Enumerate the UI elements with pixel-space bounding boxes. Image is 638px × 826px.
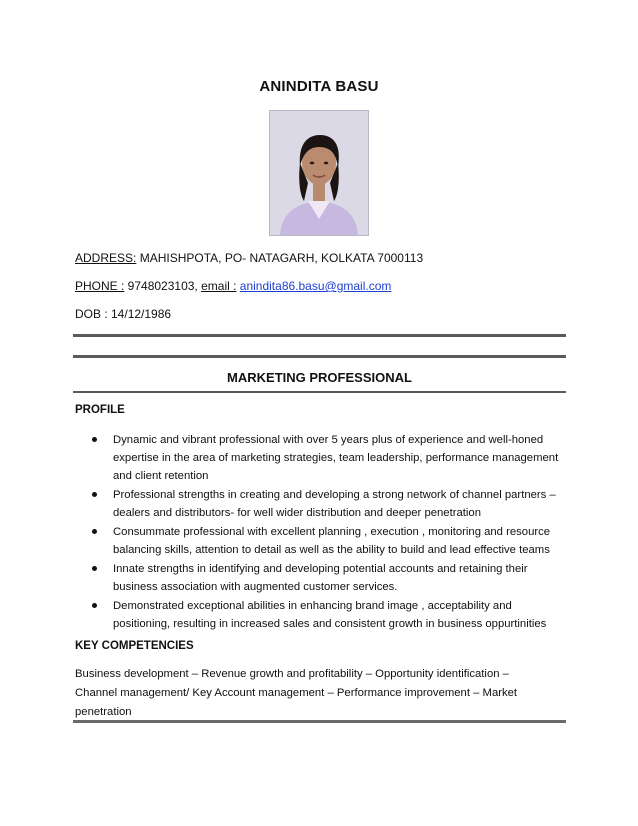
competencies-title: KEY COMPETENCIES [75,640,194,652]
phone-label: PHONE : [75,279,125,293]
list-item [75,597,570,633]
headline: MARKETING PROFESSIONAL [227,370,412,385]
divider-headline-top [73,355,566,358]
bullet-icon [92,566,97,571]
address-value: MAHISHPOTA, PO- NATAGARH, KOLKATA 7000113 [136,251,424,265]
profile-item-text: Dynamic and vibrant professional with over 5 years plus of experience and well-honed expertise in the area of marketing strategies, team leadership, performance management and client retention [113,434,559,482]
profile-item-text: Consummate professional with excellent planning , execution , monitoring and resource balancing skills, attention to detail as well as the ability to build and lead effective teams [113,526,551,556]
divider-bottom [73,720,566,723]
list-item [75,560,570,596]
address-label: ADDRESS: [75,251,137,265]
email-link[interactable]: anindita86.basu@gmail.com [239,279,392,293]
list-item [75,431,570,485]
bullet-icon [92,603,97,608]
profile-item-text: Professional strengths in creating and developing a strong network of channel partners – dealers and distributors- for well wider distribution and deeper penetration [113,489,556,519]
email-label: email : [201,279,237,293]
candidate-name: ANINDITA BASU [259,78,379,95]
address-line [75,251,423,265]
profile-item-text: Demonstrated exceptional abilities in enhancing brand image , acceptability and positioning, resulting in increased sales and consistent growth in business oppurtinities [113,600,547,630]
divider-headline-bottom [73,391,566,393]
divider-top [73,334,566,337]
list-item [75,486,570,522]
bullet-icon [92,529,97,534]
profile-title: PROFILE [75,404,125,416]
phone-value: 9748023103, [124,279,202,293]
list-item [75,523,570,559]
profile-list [75,431,570,634]
dob-line: DOB : 14/12/1986 [75,307,172,321]
profile-item-text: Innate strengths in identifying and developing potential accounts and retaining their business association with augmented customer services. [113,563,528,593]
bullet-icon [92,437,97,442]
portrait-image [270,111,368,235]
competencies-text: Business development – Revenue growth and profitability – Opportunity identification – Channel management/ Key Account management – Performance improvement – Market penetration [75,668,518,718]
person-photo [269,110,369,236]
phone-email-line [75,279,391,293]
bullet-icon [92,492,97,497]
